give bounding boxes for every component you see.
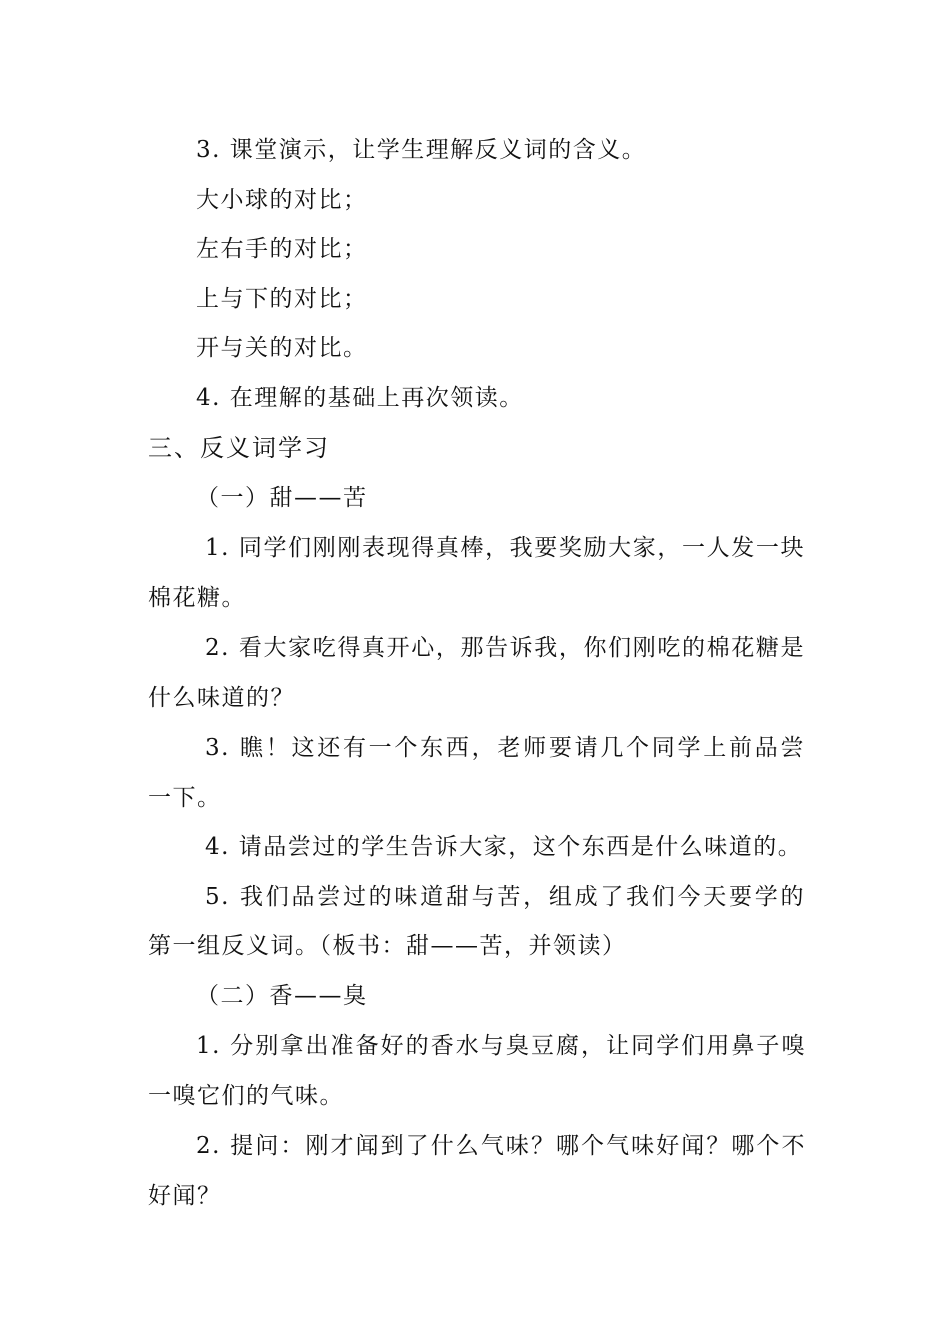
section-heading-antonyms: 三、反义词学习: [148, 434, 330, 462]
sweet-step-2-line-2: 什么味道的？: [148, 685, 295, 711]
sweet-step-1-line-2: 棉花糖。: [148, 585, 246, 611]
smell-step-2-line-2: 好闻？: [148, 1183, 222, 1209]
step-4-read: 4. 在理解的基础上再次领读。: [196, 385, 524, 411]
smell-step-1-line-1: 1. 分别拿出准备好的香水与臭豆腐，让同学们用鼻子嗅: [196, 1033, 806, 1059]
contrast-up-down: 上与下的对比；: [196, 286, 368, 312]
contrast-open-close: 开与关的对比。: [196, 335, 368, 361]
sweet-step-3-line-1: 3. 瞧！这还有一个东西，老师要请几个同学上前品尝: [205, 735, 805, 761]
sweet-step-5-line-1: 5. 我们品尝过的味道甜与苦，组成了我们今天要学的: [205, 884, 805, 910]
smell-step-1-line-2: 一嗅它们的气味。: [148, 1083, 344, 1109]
subheading-sweet-bitter: （一）甜——苦: [196, 485, 368, 511]
sweet-step-2-line-1: 2. 看大家吃得真开心，那告诉我，你们刚吃的棉花糖是: [205, 635, 805, 661]
subheading-fragrant-stinky: （二）香——臭: [196, 983, 368, 1009]
sweet-step-4: 4. 请品尝过的学生告诉大家，这个东西是什么味道的。: [205, 834, 803, 860]
step-3-demo: 3. 课堂演示，让学生理解反义词的含义。: [196, 137, 647, 163]
smell-step-2-line-1: 2. 提问：刚才闻到了什么气味？哪个气味好闻？哪个不: [196, 1133, 806, 1159]
contrast-balls: 大小球的对比；: [196, 187, 368, 213]
sweet-step-1-line-1: 1. 同学们刚刚表现得真棒，我要奖励大家，一人发一块: [205, 535, 805, 561]
sweet-step-3-line-2: 一下。: [148, 785, 222, 811]
sweet-step-5-line-2: 第一组反义词。（板书：甜——苦，并领读）: [148, 933, 627, 959]
contrast-hands: 左右手的对比；: [196, 236, 368, 262]
